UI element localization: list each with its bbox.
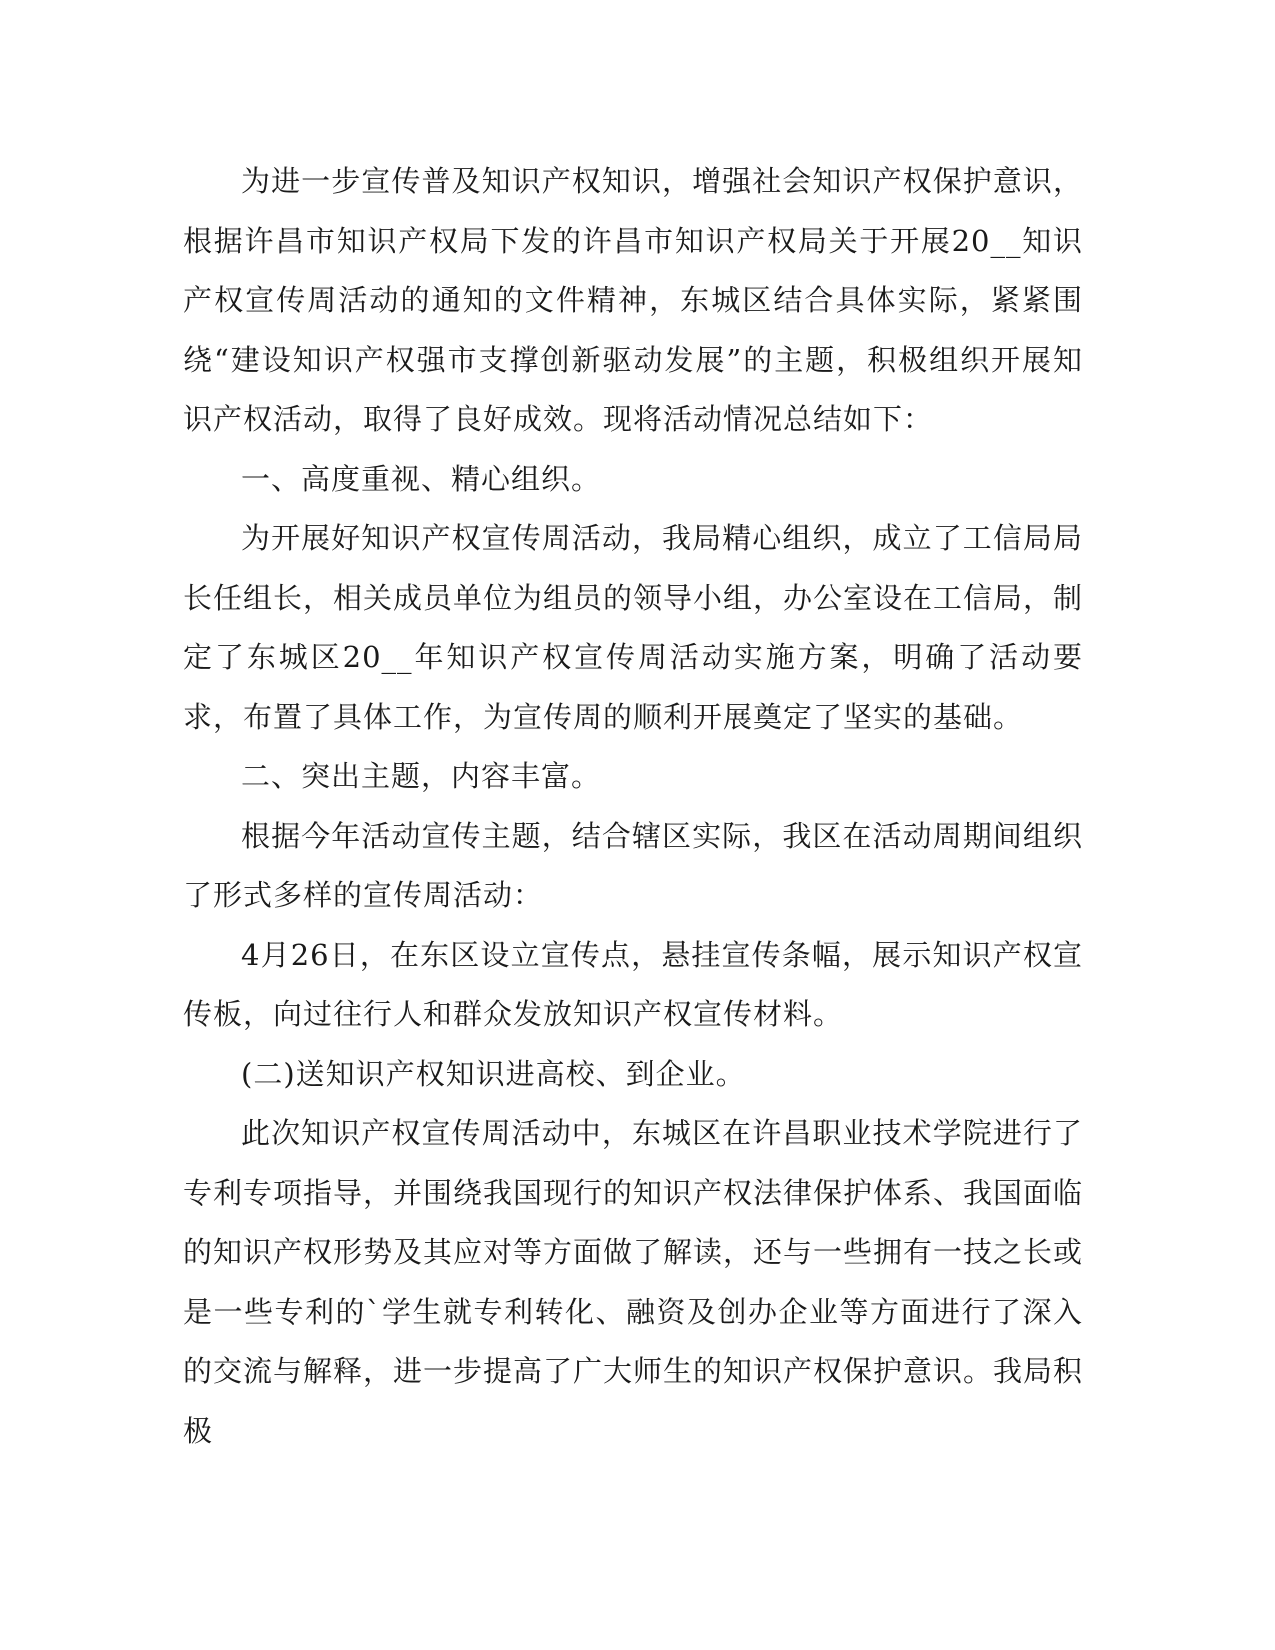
event-paragraph: 4月26日，在东区设立宣传点，悬挂宣传条幅，展示知识产权宣传板，向过往行人和群众发放知识产权宣传材料。	[183, 937, 1083, 1031]
section-heading-1: 一、高度重视、精心组织。	[241, 461, 602, 496]
intro-paragraph: 为进一步宣传普及知识产权知识，增强社会知识产权保护意识，根据许昌市知识产权局下发的许昌市知识产权局关于开展20__知识产权宣传周活动的通知的文件精神，东城区结合具体实际，紧紧围绕“建设知识产权强市支撑创新驱动发展”的主题，积极组织开展知识产权活动，取得了良好成效。现将活动情况总结如下：	[183, 164, 1083, 436]
section-heading-2: 二、突出主题，内容丰富。	[241, 759, 602, 793]
subsection-paragraph: 此次知识产权宣传周活动中，东城区在许昌职业技术学院进行了专利专项指导，并围绕我国现行的知识产权法律保护体系、我国面临的知识产权形势及其应对等方面做了解读，还与一些拥有一技之长或是一些专利的`学生就专利转化、融资及创办企业等方面进行了深入的交流与解释，进一步提高了广大师生的知识产权保护意识。我局积极	[183, 1116, 1084, 1448]
document-body	[183, 152, 1083, 1461]
subsection-heading: (二)送知识产权知识进高校、到企业。	[241, 1056, 746, 1091]
section-2-paragraph: 根据今年活动宣传主题，结合辖区实际，我区在活动周期间组织了形式多样的宣传周活动：	[183, 818, 1083, 912]
section-1-paragraph: 为开展好知识产权宣传周活动，我局精心组织，成立了工信局局长任组长，相关成员单位为组员的领导小组，办公室设在工信局，制定了东城区20__年知识产权宣传周活动实施方案，明确了活动要求，布置了具体工作，为宣传周的顺利开展奠定了坚实的基础。	[183, 521, 1084, 734]
